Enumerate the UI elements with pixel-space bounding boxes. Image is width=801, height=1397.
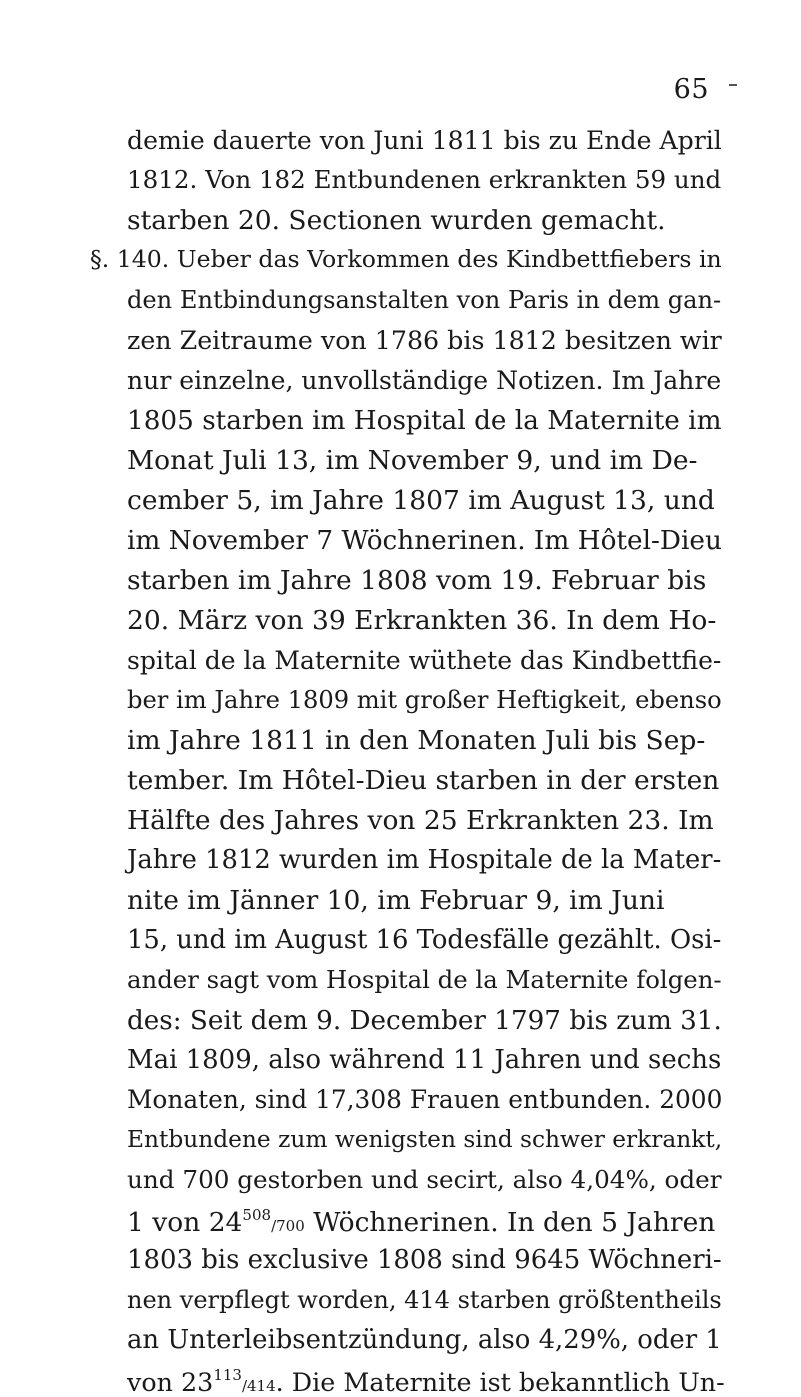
text-line: 1805 starben im Hospital de la Maternite im bbox=[127, 406, 722, 436]
text-line-fraction bbox=[127, 1208, 715, 1237]
text-line: Monaten, sind 17,308 Frauen entbunden. 2000 bbox=[127, 1085, 723, 1114]
text-line: starben im Jahre 1808 vom 19. Februar bis bbox=[127, 565, 707, 596]
text-line: zen Zeitraume von 1786 bis 1812 besitzen wir bbox=[127, 326, 722, 355]
section-heading-line: §. 140. Ueber das Vorkommen des Kindbettfiebers in bbox=[90, 245, 722, 273]
fraction-numerator: 113 bbox=[213, 1366, 242, 1384]
text-line: nen verpflegt worden, 414 starben größtentheils bbox=[127, 1286, 722, 1314]
text-line: an Unterleibsentzündung, also 4,29%, oder 1 bbox=[127, 1325, 722, 1355]
text-line: im November 7 Wöchnerinen. Im Hôtel-Dieu bbox=[127, 526, 722, 556]
text-line: Mai 1809, also während 11 Jahren und sechs bbox=[127, 1045, 722, 1075]
text-line: Jahre 1812 wurden im Hospitale de la Mater- bbox=[127, 845, 722, 875]
text-line: 15, und im August 16 Todesfälle gezählt. Osi- bbox=[127, 925, 722, 955]
text-line: demie dauerte von Juni 1811 bis zu Ende April bbox=[127, 126, 722, 155]
text-line: im Jahre 1811 in den Monaten Juli bis Sep- bbox=[127, 725, 706, 756]
text-line: 1812. Von 182 Entbundenen erkrankten 59 und bbox=[127, 165, 722, 194]
text-line: nite im Jänner 10, im Februar 9, im Juni bbox=[127, 885, 665, 916]
text-line: des: Seit dem 9. December 1797 bis zum 31. bbox=[127, 1006, 722, 1036]
text-line: den Entbindungsanstalten von Paris in dem gan- bbox=[127, 286, 722, 314]
text-run: Wöchnerinen. In den 5 Jahren bbox=[304, 1207, 716, 1238]
text-run: von 23 bbox=[127, 1367, 214, 1397]
text-line: ander sagt vom Hospital de la Maternite folgen- bbox=[127, 965, 722, 994]
fraction-numerator: 508 bbox=[242, 1206, 272, 1224]
text-line: 20. März von 39 Erkrankten 36. In dem Ho- bbox=[127, 605, 717, 636]
text-run: . Die Maternite ist bekanntlich Un- bbox=[275, 1367, 725, 1397]
fraction-slash: / bbox=[241, 1377, 248, 1395]
fraction-denominator: 700 bbox=[276, 1217, 305, 1235]
text-line: nur einzelne, unvollständige Notizen. Im Jahre bbox=[127, 366, 722, 395]
text-run: 1 von 24 bbox=[127, 1207, 243, 1238]
text-line: cember 5, im Jahre 1807 im August 13, und bbox=[127, 485, 715, 516]
text-line-fraction bbox=[127, 1368, 725, 1395]
fraction-slash: / bbox=[271, 1217, 277, 1235]
page-number: 65 bbox=[673, 74, 709, 105]
text-line: ber im Jahre 1809 mit großer Heftigkeit, ebenso bbox=[127, 686, 722, 714]
text-line: und 700 gestorben und secirt, also 4,04%, oder bbox=[127, 1165, 722, 1194]
text-line: Monat Juli 13, im November 9, und im De- bbox=[127, 445, 698, 476]
fraction-denominator: 414 bbox=[247, 1377, 276, 1395]
text-line: Hälfte des Jahres von 25 Erkrankten 23. Im bbox=[127, 805, 714, 836]
text-line: 1803 bis exclusive 1808 sind 9645 Wöchneri- bbox=[127, 1245, 722, 1275]
margin-mark bbox=[729, 84, 737, 86]
text-line: spital de la Maternite wüthete das Kindbettfie- bbox=[127, 646, 722, 675]
text-line: starben 20. Sectionen wurden gemacht. bbox=[127, 205, 666, 236]
text-line: Entbundene zum wenigsten sind schwer erkrankt, bbox=[127, 1126, 723, 1153]
text-line: tember. Im Hôtel-Dieu starben in der ersten bbox=[127, 765, 720, 796]
